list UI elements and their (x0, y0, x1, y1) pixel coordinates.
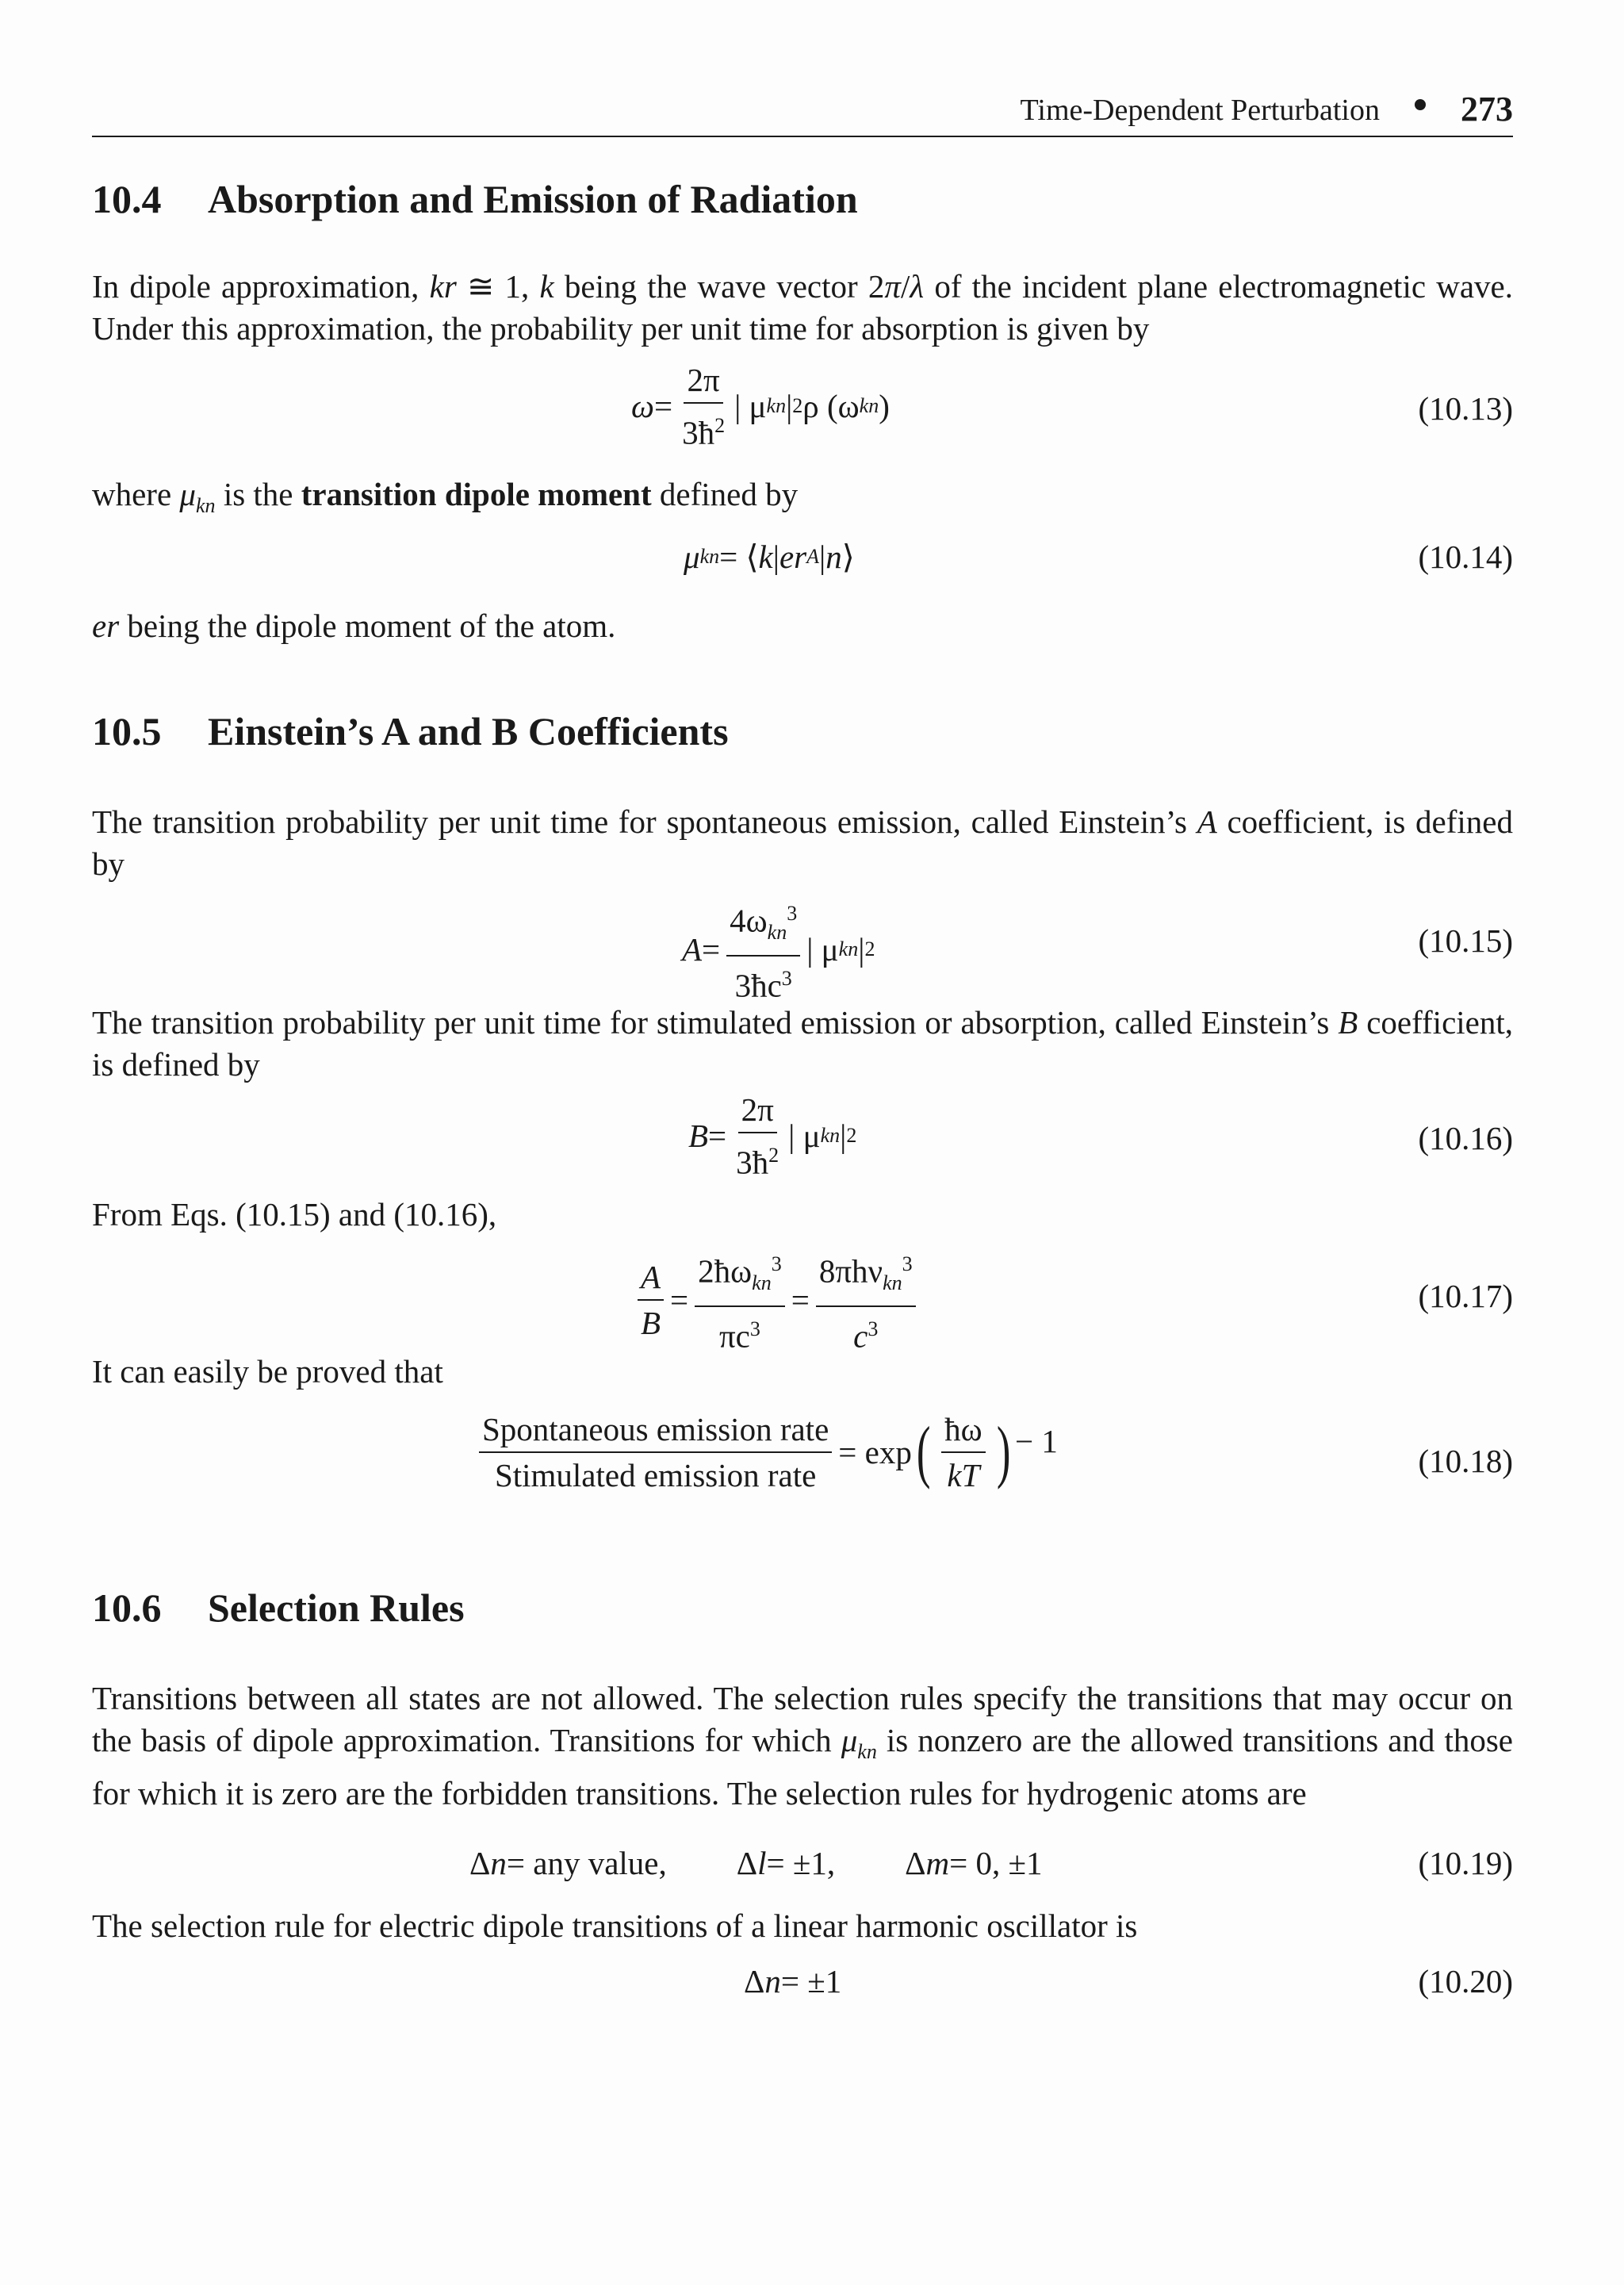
section-title: Selection Rules (208, 1585, 465, 1630)
bold-term: transition dipole moment (301, 476, 652, 512)
paragraph-einstein-b: The transition probability per unit time for stimulated emission or absorption, called Einstein’s B coefficient, is defined by (92, 1004, 1514, 1083)
paragraph-selection-rules: Transitions between all states are not allowed. The selection rules specify the transitions that may occur on the basis of dipole approximation. Transitions for which $\mu_{kn}$ is nonzero are the allowed transitions and those for which it is zero are the forbidden transitions. The selection rules for hydrogenic atoms are (92, 1680, 1514, 1812)
equation-number: (10.16) (1418, 1120, 1513, 1156)
section-title: Einstein’s A and B Coefficients (208, 709, 729, 753)
equation-10-20: Δ n = ±1 (10.20) (744, 1963, 1513, 1999)
paragraph-transition-dipole: where $\mu_{kn}$ is the transition dipole moment defined by (92, 476, 799, 518)
section-number: 10.6 (92, 1585, 162, 1630)
paragraph-harmonic-oscillator: The selection rule for electric dipole transitions of a linear harmonic oscillator is (92, 1907, 1138, 1944)
bullet-icon (1415, 99, 1426, 110)
section-heading-10-5 (92, 708, 729, 754)
paragraph-dipole-approximation: In dipole approximation, kr ≅ 1, k being the wave vector 2π/λ of the incident plane electromagnetic wave. Under this approximation, the probability per unit time for absorption is given by (92, 268, 1514, 347)
equation-10-13: ω = $\frac{2\pi}{3ħ^2}$ | μ kn | 2 ρ (ω kn ) (10.13) (631, 362, 1513, 451)
section-title: Absorption and Emission of Radiation (208, 177, 858, 221)
header-rule (92, 136, 1513, 137)
running-title: Time-Dependent Perturbation (1020, 94, 1380, 127)
section-number: 10.5 (92, 709, 162, 753)
equation-10-16: B = $\frac{2\pi}{3ħ^2}$ | μ kn | 2 (10.16) (688, 1091, 1513, 1181)
paragraph-from-eqs: From Eqs. (10.15) and (10.16), (92, 1196, 497, 1233)
equation-number: (10.18) (1418, 1443, 1513, 1479)
running-header (92, 89, 1513, 136)
equation-number: (10.17) (1418, 1278, 1513, 1314)
paragraph-einstein-a: The transition probability per unit time for spontaneous emission, called Einstein’s A coefficient, is defined by (92, 803, 1513, 882)
equation-10-19: Δ n = any value, Δ l = ±1, Δ m = 0, ±1 (10.19) (469, 1845, 1513, 1881)
equation-10-14: μ kn = ⟨ k | er A | n ⟩ (10.14) (684, 539, 1513, 575)
section-heading-10-6 (92, 1585, 465, 1631)
equation-10-15: A = $\frac{4\omega_{kn}^3}{3ħc^3}$ | μ kn | 2 (10.15) (92, 895, 1513, 990)
equation-number: (10.13) (1418, 390, 1513, 427)
section-heading-10-4 (92, 176, 858, 222)
book-page (92, 0, 1513, 2285)
page-number: 273 (1461, 90, 1513, 128)
paragraph-easily-proved: It can easily be proved that (92, 1353, 443, 1390)
equation-10-17: $\frac{A}{B}$ = $\frac{2ħ\omega_{kn}^3}{\pi c^3}$ = $\frac{8\pi h\nu_{kn}^3}{c^3}$ (10.17) (92, 1245, 1513, 1340)
equation-10-18: $\frac{\text{Spontaneous emission rate}}{\text{Stimulated emission rate}}$ = exp ( $\frac{ħ\omega}{kT}$ ) − 1 (10.18) (92, 1410, 1513, 1505)
section-number: 10.4 (92, 177, 162, 221)
equation-number: (10.20) (1418, 1963, 1513, 1999)
paragraph-dipole-moment: er being the dipole moment of the atom. (92, 608, 616, 644)
equation-number: (10.14) (1418, 539, 1513, 575)
equation-number: (10.19) (1418, 1845, 1513, 1881)
equation-number: (10.15) (1418, 922, 1513, 959)
